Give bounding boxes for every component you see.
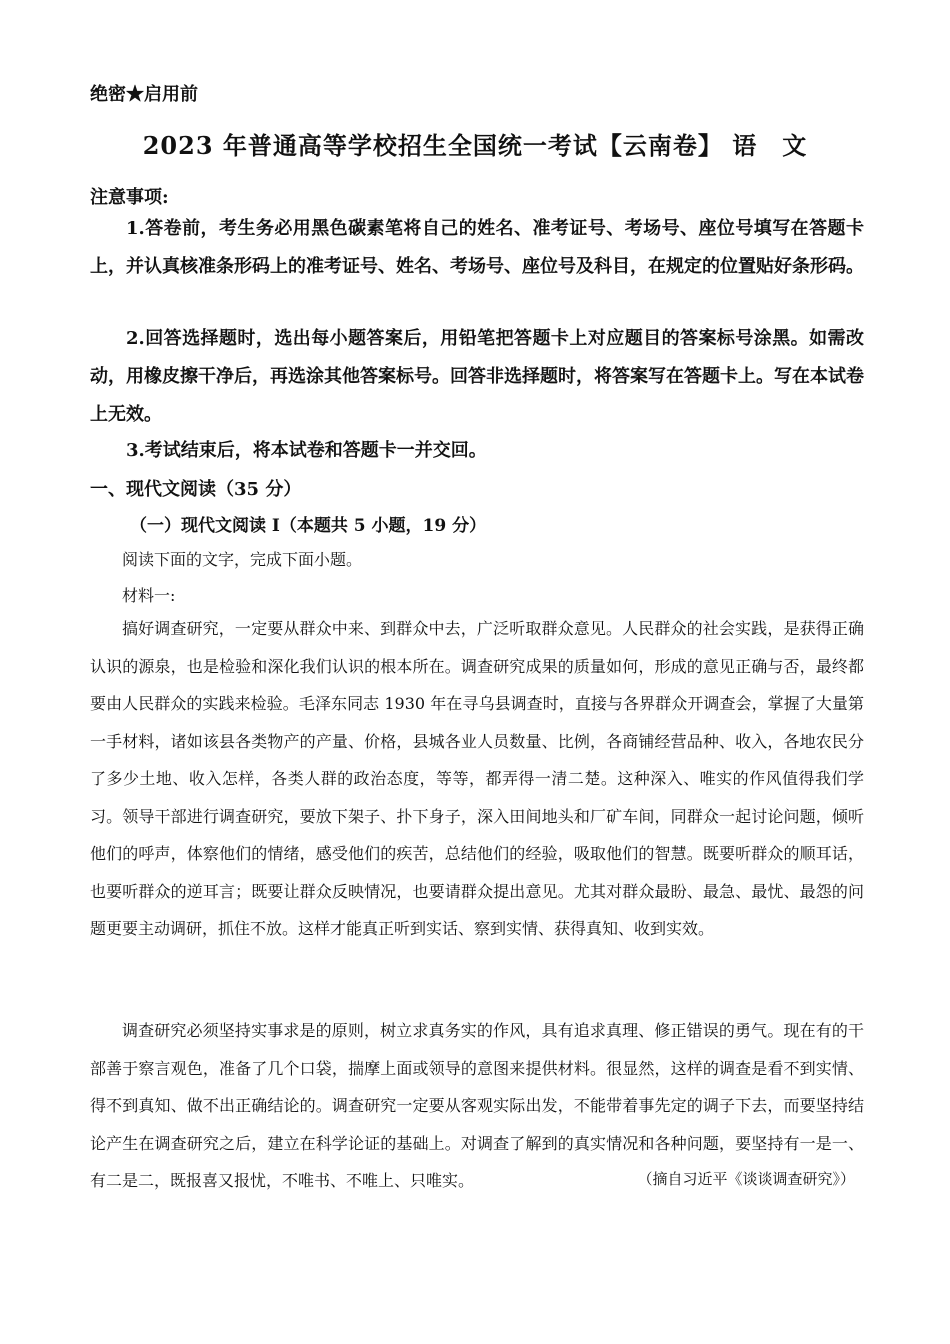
subsection-title: （一）现代文阅读 I（本题共 5 小题，19 分） — [130, 516, 487, 536]
paragraph-text: 搞好调查研究，一定要从群众中来、到群众中去，广泛听取群众意见。人民群众的社会实践，是获得正确认识的源泉，也是检验和深化我们认识的根本所在。调查研究成果的质量如何，形成的意见正确与否，最终都要由人民群众的实践来检验。毛泽东同志 1930 年在寻乌县调查时，直接与各界群众开调查会，掌握了大量第一手材料，诸如该县各类物产的产量、价格，县城各业人员数量、比例，各商铺经营品种、收入，各地农民分了多少土地、收入怎样，各类人群的政治态度，等等，都弄得一清二楚。这种深入、唯实的作风值得我们学习。领导干部进行调查研究，要放下架子、扑下身子，深入田间地头和厂矿车间，同群众一起讨论问题，倾听他们的呼声，体察他们的情绪，感受他们的疾苦，总结他们的经验，吸取他们的智慧。既要听群众的顺耳话，也要听群众的逆耳言；既要让群众反映情况，也要请群众提出意见。尤其对群众最盼、最急、最忧、最怨的问题更要主动调研，抓住不放。这样才能真正听到实话、察到实情、获得真知、收到实效。 — [90, 619, 864, 938]
notice-item-text: 1.答卷前，考生务必用黑色碳素笔将自己的姓名、准考证号、考场号、座位号填写在答题卡上，并认真核准条形码上的准考证号、姓名、考场号、座位号及科目，在规定的位置贴好条形码。 — [90, 218, 864, 277]
notice-item-3 — [90, 432, 864, 470]
passage-paragraph-1 — [90, 610, 864, 948]
confidential-mark: 绝密★启用前 — [90, 84, 198, 105]
section-title: 一、现代文阅读（35 分） — [90, 479, 302, 500]
passage-source: （摘自习近平《谈谈调查研究》） — [637, 1170, 855, 1188]
notice-item-text: 2.回答选择题时，选出每小题答案后，用铅笔把答题卡上对应题目的答案标号涂黑。如需改动，用橡皮擦干净后，再选涂其他答案标号。回答非选择题时，将答案写在答题卡上。写在本试卷上无效。 — [90, 328, 864, 425]
reading-instruction: 阅读下面的文字，完成下面小题。 — [122, 550, 363, 569]
exam-title: 2023 年普通高等学校招生全国统一考试【云南卷】 语 文 — [142, 131, 808, 160]
paragraph-text: 调查研究必须坚持实事求是的原则，树立求真务实的作风，具有追求真理、修正错误的勇气。现在有的干部善于察言观色，准备了几个口袋，揣摩上面或领导的意图来提供材料。很显然，这样的调查是看不到实情、得不到真知、做不出正确结论的。调查研究一定要从客观实际出发，不能带着事先定的调子下去，而要坚持结论产生在调查研究之后，建立在科学论证的基础上。对调查了解到的真实情况和各种问题，要坚持有一是一、有二是二，既报喜又报忧，不唯书、不唯上、只唯实。 — [90, 1021, 864, 1190]
material-label: 材料一: — [122, 586, 176, 605]
notice-heading: 注意事项: — [90, 187, 169, 208]
notice-item-2 — [90, 320, 864, 434]
notice-item-text: 3.考试结束后，将本试卷和答题卡一并交回。 — [126, 440, 487, 461]
notice-item-1 — [90, 210, 864, 286]
